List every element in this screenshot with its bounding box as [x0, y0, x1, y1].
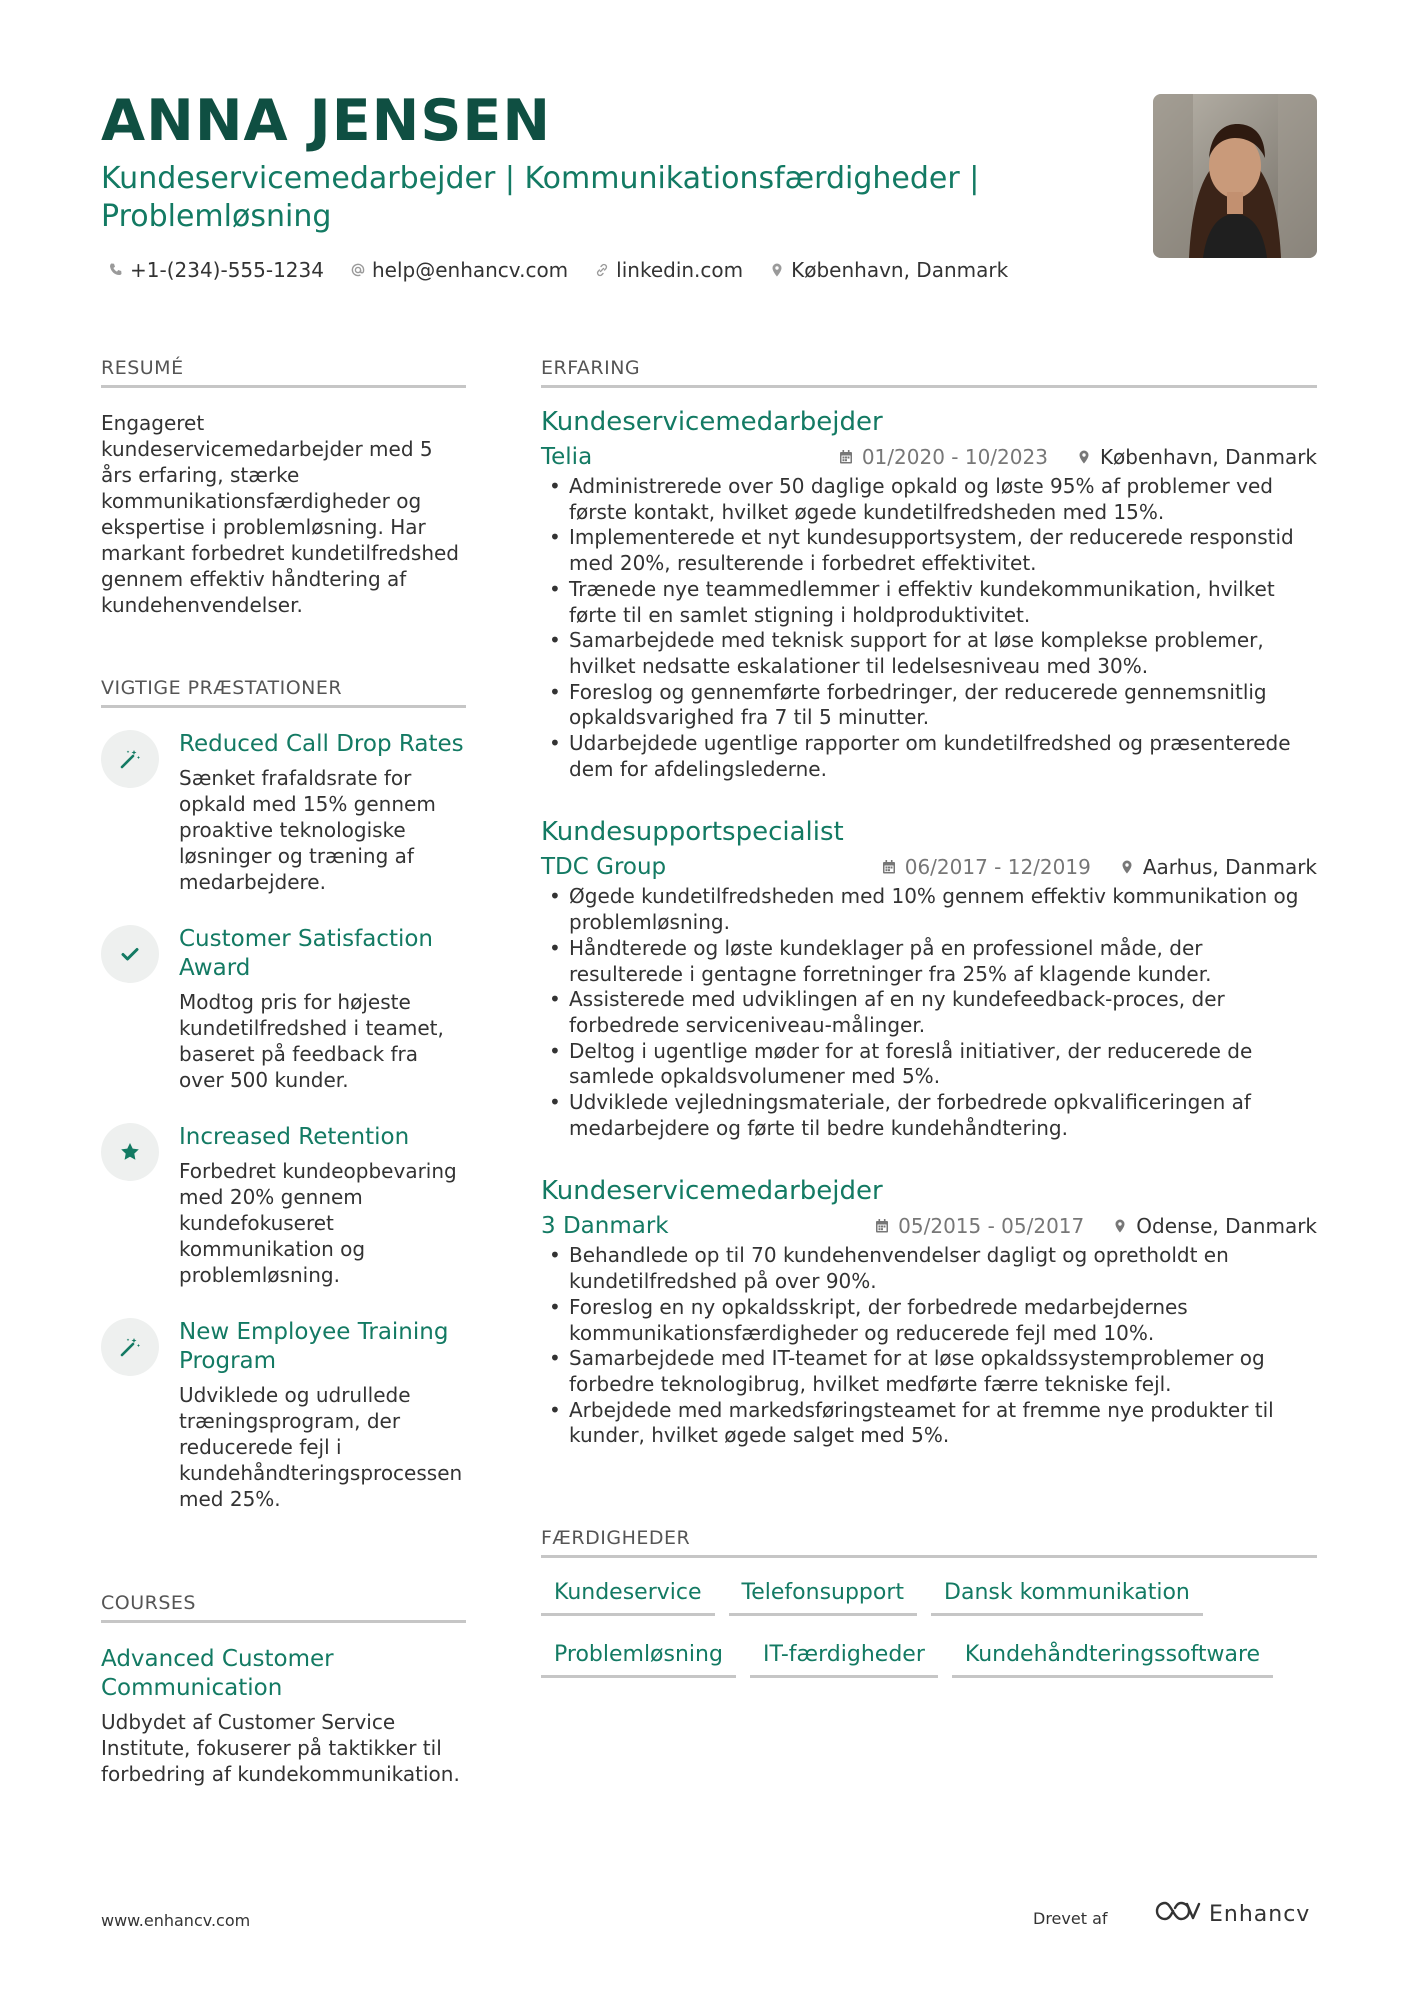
job-bullet: • Administrerede over 50 daglige opkald og løste 95% af problemer ved første kontakt, hvilket øgede kundetilfredsheden med 15%. — [541, 474, 1317, 525]
company-name: Telia — [541, 444, 593, 470]
location-pin-icon — [1119, 859, 1135, 875]
company-name: 3 Danmark — [541, 1213, 669, 1240]
job-entry — [541, 1175, 1317, 1449]
skill-tag: IT-færdigheder — [750, 1630, 938, 1678]
phone-icon — [108, 262, 124, 278]
skill-tag: Dansk kommunikation — [931, 1568, 1203, 1616]
job-title: Kundeservicemedarbejder — [541, 407, 883, 437]
job-dates-text: 06/2017 - 12/2019 — [904, 855, 1091, 880]
job-bullet: • Samarbejdede med IT-teamet for at løse opkaldssystemproblemer og forbedre teknologibrug, hvilket medførte færre tekniske fejl. — [541, 1346, 1317, 1397]
job-bullet: • Samarbejdede med teknisk support for at løse komplekse problemer, hvilket nedsatte eskalationer til ledelsesniveau med 30%. — [541, 628, 1317, 679]
achievements-section — [101, 677, 466, 1512]
enhancv-logo[interactable] — [1153, 1898, 1310, 1930]
job-meta — [541, 1211, 1317, 1241]
location-text: København, Danmark — [791, 258, 1009, 282]
skills-section — [541, 1527, 1317, 1692]
job-entry — [541, 406, 1317, 782]
magic-wand-icon — [101, 730, 159, 788]
location-pin-icon — [1112, 1218, 1128, 1234]
achievement-desc: Udviklede og udrullede træningsprogram, der reducerede fejl i kundehåndteringsprocessen med 25%. — [179, 1383, 463, 1511]
summary-section — [101, 357, 466, 618]
job-bullet: • Foreslog en ny opkaldsskript, der forbedrede medarbejdernes kommunikationsfærdigheder og reducerede fejl med 10%. — [541, 1295, 1317, 1346]
calendar-icon — [874, 1218, 890, 1234]
candidate-name: ANNA JENSEN — [101, 88, 552, 154]
job-location — [1112, 1214, 1317, 1238]
achievements-heading: VIGTIGE PRÆSTATIONER — [101, 677, 466, 708]
link-icon — [594, 262, 610, 278]
achievement-title: New Employee Training Program — [179, 1319, 449, 1374]
job-bullet: • Udarbejdede ugentlige rapporter om kundetilfredshed og præsenterede dem for afdelingslederne. — [541, 731, 1317, 782]
job-bullet: • Trænede nye teammedlemmer i effektiv kundekommunikation, hvilket førte til en samlet stigning i holdproduktivitet. — [541, 577, 1317, 628]
skill-tag: Kundeservice — [541, 1568, 715, 1616]
achievement-desc: Modtog pris for højeste kundetilfredshed i teamet, baseret på feedback fra over 500 kunder. — [179, 990, 444, 1092]
job-bullet: • Udviklede vejledningsmateriale, der forbedrede opkvalificeringen af medarbejdere og førte til bedre kundehåndtering. — [541, 1090, 1317, 1141]
summary-heading: RESUMÉ — [101, 357, 466, 388]
skills-list — [541, 1568, 1317, 1692]
contact-email[interactable] — [350, 258, 568, 282]
job-bullet: • Behandlede op til 70 kundehenvendelser dagligt og opretholdt en kundetilfredshed på over 90%. — [541, 1243, 1317, 1294]
courses-section — [101, 1592, 466, 1787]
job-bullet: • Øgede kundetilfredsheden med 10% gennem effektiv kommunikation og problemløsning. — [541, 884, 1317, 935]
job-meta — [541, 852, 1317, 882]
skill-tag: Kundehåndteringssoftware — [952, 1630, 1273, 1678]
location-pin-icon — [1076, 449, 1092, 465]
achievement-desc: Sænket frafaldsrate for opkald med 15% gennem proaktive teknologiske løsninger og træning af medarbejdere. — [179, 766, 436, 894]
footer-powered-by: Drevet af — [1033, 1909, 1108, 1928]
job-bullet: • Implementerede et nyt kundesupportsystem, der reducerede responstid med 20%, resulterende i forbedret effektivitet. — [541, 525, 1317, 576]
job-location-text: København, Danmark — [1099, 445, 1317, 469]
achievement-item — [101, 1318, 466, 1512]
summary-text: Engageret kundeservicemedarbejder med 5 års erfaring, stærke kommunikationsfærdigheder og ekspertise i problemløsning. Har markant forbedret kundetilfredshed gennem effektiv håndtering af kundehenvendelser. — [101, 411, 459, 617]
job-dates — [874, 1214, 1084, 1238]
contact-row — [108, 258, 1008, 282]
contact-phone[interactable] — [108, 258, 324, 282]
skill-tag: Problemløsning — [541, 1630, 736, 1678]
achievement-title: Customer Satisfaction Award — [179, 926, 434, 981]
enhancv-logo-icon — [1153, 1898, 1201, 1930]
checkmark-icon — [101, 925, 159, 983]
job-location — [1119, 855, 1317, 879]
calendar-icon — [838, 449, 854, 465]
course-title: Advanced Customer Communication — [101, 1646, 334, 1701]
course-desc: Udbydet af Customer Service Institute, fokuserer på taktikker til forbedring af kundekommunikation. — [101, 1710, 460, 1786]
job-bullet: • Håndterede og løste kundeklager på en professionel måde, der resulterede i gentagne forretninger fra 25% af klagende kunder. — [541, 936, 1317, 987]
profile-photo — [1153, 94, 1317, 258]
achievement-item — [101, 925, 466, 1093]
skill-tag: Telefonsupport — [729, 1568, 918, 1616]
footer-url[interactable]: www.enhancv.com — [101, 1911, 251, 1930]
job-bullets — [541, 1243, 1317, 1449]
contact-linkedin[interactable] — [594, 258, 743, 282]
courses-heading: COURSES — [101, 1592, 466, 1623]
enhancv-logo-text: Enhancv — [1209, 1901, 1311, 1927]
phone-text: +1-(234)-555-1234 — [130, 258, 324, 282]
achievement-title: Increased Retention — [179, 1124, 410, 1150]
experience-section — [541, 357, 1317, 1449]
job-dates-text: 05/2015 - 05/2017 — [898, 1214, 1085, 1239]
job-dates-text: 01/2020 - 10/2023 — [861, 445, 1048, 469]
job-bullet: • Assisterede med udviklingen af en ny kundefeedback-proces, der forbedrede serviceniveau-målinger. — [541, 987, 1317, 1038]
linkedin-text: linkedin.com — [616, 258, 744, 282]
calendar-icon — [881, 859, 897, 875]
email-text: help@enhancv.com — [371, 258, 569, 282]
job-title: Kundeservicemedarbejder — [541, 1176, 883, 1207]
job-location-text: Aarhus, Danmark — [1142, 855, 1317, 880]
company-name: TDC Group — [541, 854, 667, 881]
contact-location — [769, 258, 1008, 282]
job-dates — [881, 855, 1091, 879]
experience-heading: ERFARING — [541, 357, 1317, 388]
location-pin-icon — [769, 262, 785, 278]
skills-heading: FÆRDIGHEDER — [541, 1527, 1317, 1558]
job-title: Kundesupportspecialist — [541, 817, 844, 848]
job-location — [1076, 445, 1317, 469]
star-icon — [101, 1123, 159, 1181]
achievement-title: Reduced Call Drop Rates — [179, 731, 464, 757]
job-bullet: • Foreslog og gennemførte forbedringer, der reducerede gennemsnitlig opkaldsvarighed fra 7 til 5 minutter. — [541, 680, 1317, 731]
job-bullet: • Deltog i ugentlige møder for at foreslå initiativer, der reducerede de samlede opkaldsvolumener med 5%. — [541, 1039, 1317, 1090]
job-bullets — [541, 884, 1317, 1141]
at-icon — [350, 262, 366, 278]
achievement-item — [101, 1123, 466, 1288]
job-bullets — [541, 474, 1317, 782]
job-bullet: • Arbejdede med markedsføringsteamet for at fremme nye produkter til kunder, hvilket øgede salget med 5%. — [541, 1398, 1317, 1449]
job-meta — [541, 442, 1317, 472]
achievement-desc: Forbedret kundeopbevaring med 20% gennem kundefokuseret kommunikation og problemløsning. — [179, 1159, 457, 1287]
job-location-text: Odense, Danmark — [1136, 1214, 1317, 1239]
job-dates — [838, 445, 1048, 469]
achievement-item — [101, 730, 466, 895]
job-entry — [541, 816, 1317, 1141]
candidate-headline: Kundeservicemedarbejder | Kommunikationsfærdigheder | Problemløsning — [101, 161, 980, 234]
magic-wand-icon — [101, 1318, 159, 1376]
